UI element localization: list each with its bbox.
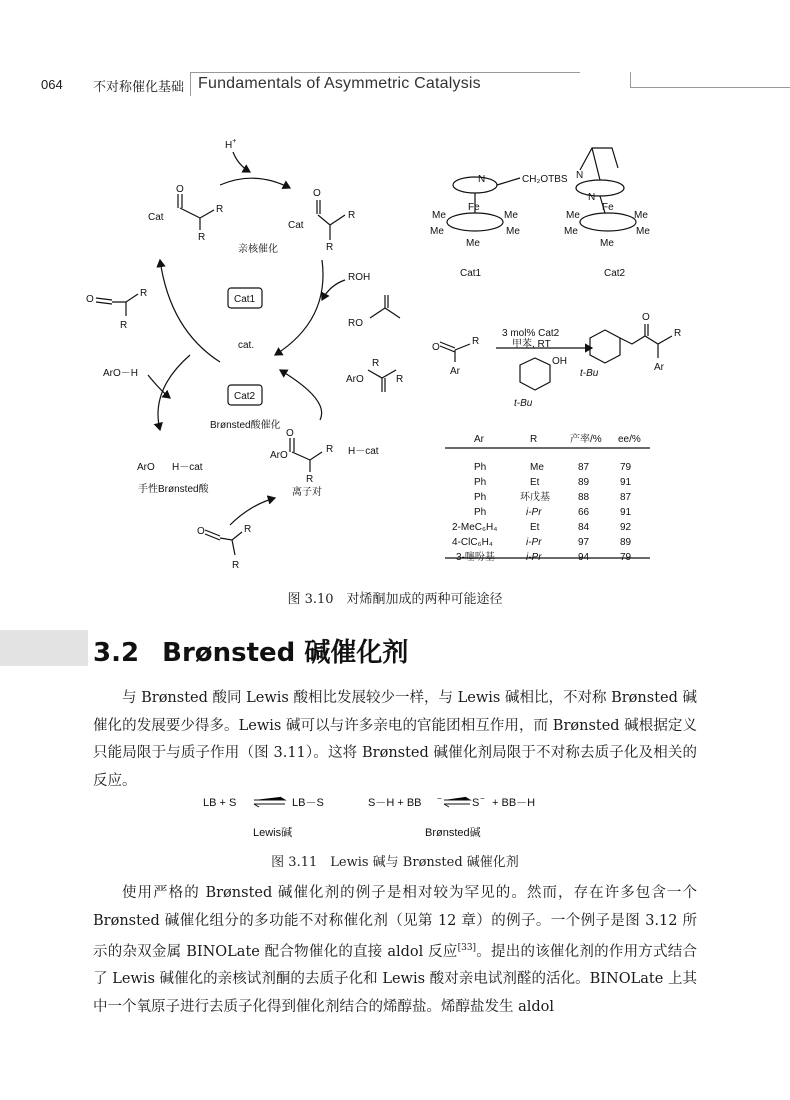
ester-rs-label: R: [372, 358, 380, 369]
cat2-me-2: Me: [634, 210, 648, 221]
cycle-arc-top: [220, 178, 290, 188]
roh-arrow: [322, 280, 345, 300]
figure-3-10-caption: 图 3.10 对烯酮加成的两种可能途径: [287, 592, 503, 607]
svg-text:92: 92: [620, 522, 632, 533]
svg-text:94: 94: [578, 552, 590, 563]
cat2-n-ring-label: N: [588, 192, 596, 203]
conditions-line2: 甲苯, RT: [512, 339, 551, 350]
section-title-text: Brønsted 碱催化剂: [162, 638, 409, 668]
roh-label: ROH: [348, 272, 371, 283]
aroh-label: ArO－H: [103, 368, 138, 379]
svg-text:89: 89: [578, 477, 590, 488]
cycle-arc-left-top: [160, 260, 220, 362]
bronsted-eq-right2: + BB－H: [492, 797, 536, 809]
bronsted-equilibrium-arrow: [444, 797, 470, 807]
lewis-equilibrium-arrow: [254, 797, 285, 807]
h-plus-arrow: [233, 152, 250, 172]
phenol-oh-label: OH: [552, 356, 567, 367]
svg-text:环戊基: 环戊基: [520, 492, 550, 503]
page-header: [0, 68, 790, 98]
chiral-bronsted-acid-label: 手性Brønsted酸: [138, 484, 209, 495]
cat2-me-1: Me: [566, 210, 580, 221]
h-cat-label: H－cat: [172, 462, 203, 473]
cycle-arc-left-bottom: [158, 355, 190, 430]
product-tbu-label: t-Bu: [580, 368, 599, 379]
section-title: [93, 632, 408, 669]
acyl-rl-label: R: [348, 210, 356, 221]
ester-rl-label: R: [396, 374, 404, 385]
svg-text:Et: Et: [530, 477, 540, 488]
lewis-eq-right: LB－S: [292, 797, 324, 809]
phenol-tbu-label: t-Bu: [514, 398, 533, 409]
enolate-o-label: O: [176, 184, 184, 195]
figure-3-11-caption: 图 3.11 Lewis 碱与 Brønsted 碱催化剂: [271, 855, 519, 870]
section-band: [0, 630, 88, 666]
h-plus-label: H+: [225, 138, 237, 151]
cat2-n-top-label: N: [576, 170, 584, 181]
svg-text:91: 91: [620, 507, 632, 518]
header-rule-right: [630, 87, 790, 88]
svg-text:2-MeC₆H₄: 2-MeC₆H₄: [452, 522, 498, 533]
paragraph-2-part-1: 使用严格的 Brønsted 碱催化剂的例子是相对较为罕见的。然而，存在许多包含一个 Brønsted 碱催化组分的多功能不对称催化剂（见第 12 章）的例子。一个例子是图 3.12 所示的杂双金属 BINOLate 配合物催化的直接 aldol 反应: [93, 885, 697, 960]
svg-text:i-Pr: i-Pr: [526, 537, 542, 548]
bottom-ketene-o-label: O: [197, 526, 205, 537]
cat1-n-label: N: [478, 174, 486, 185]
table-row: [474, 462, 632, 473]
reactant-o-label: O: [432, 342, 440, 353]
reactant-r-label: R: [472, 336, 480, 347]
results-table: [452, 432, 641, 563]
nucleophilic-label: 亲核催化: [238, 244, 278, 255]
cat1-box-label: Cat1: [234, 294, 256, 305]
svg-text:Ph: Ph: [474, 507, 487, 518]
table-row: [474, 490, 632, 503]
cat2-name-label: Cat2: [604, 268, 626, 279]
enolate-cat-label: Cat: [148, 212, 164, 223]
svg-text:87: 87: [578, 462, 590, 473]
svg-text:4-ClC₆H₄: 4-ClC₆H₄: [452, 537, 493, 548]
svg-text:89: 89: [620, 537, 632, 548]
svg-text:3-噻吩基: 3-噻吩基: [456, 552, 495, 563]
product-r-label: R: [674, 328, 682, 339]
aro-minus-label: ArO: [137, 462, 155, 473]
paragraph-2: [93, 880, 697, 1021]
svg-text:66: 66: [578, 507, 590, 518]
svg-text:i-Pr: i-Pr: [526, 552, 542, 563]
cat2-me-3: Me: [564, 226, 578, 237]
svg-text:91: 91: [620, 477, 632, 488]
ketene-o-label: O: [86, 294, 94, 305]
ion-pair-rs-label: R: [306, 474, 314, 485]
acyl-cat-label: Cat: [288, 220, 304, 231]
cat1-me-4: Me: [506, 226, 520, 237]
acyl-o-label: O: [313, 188, 321, 199]
bronsted-bb-charge: −: [437, 794, 442, 803]
cat2-me-5: Me: [600, 238, 614, 249]
ketene-rs-label: R: [120, 320, 128, 331]
svg-text:87: 87: [620, 492, 632, 503]
table-row: [474, 477, 632, 488]
page-number: 064: [41, 77, 63, 92]
ion-pair-o-label: O: [286, 428, 294, 439]
header-rule: [190, 72, 580, 73]
cycle-arc-right-bottom: [280, 370, 322, 420]
th-r: R: [530, 434, 538, 445]
acyl-rs-label: R: [326, 242, 334, 253]
figure-3-10: [0, 130, 790, 580]
table-row: [456, 550, 632, 563]
table-row: [452, 537, 632, 548]
enolate-rl-label: R: [216, 204, 224, 215]
cat1-me-5: Me: [466, 238, 480, 249]
cat2-box-label: Cat2: [234, 391, 256, 402]
svg-text:97: 97: [578, 537, 590, 548]
bronsted-eq-left: S－H + BB: [368, 797, 422, 809]
svg-text:Et: Et: [530, 522, 540, 533]
cycle-arc-right-top: [275, 260, 323, 355]
ion-pair-hcat-label: H－cat: [348, 446, 379, 457]
svg-text:Ph: Ph: [474, 477, 487, 488]
cat1-me-1: Me: [432, 210, 446, 221]
cat2-fe-label: Fe: [602, 202, 614, 213]
bronsted-eq-right: S: [472, 797, 480, 809]
th-ee: ee/%: [618, 434, 641, 445]
th-ar: Ar: [474, 434, 484, 445]
lewis-eq-left: LB + S: [203, 797, 237, 809]
th-yield: 产率/%: [570, 434, 602, 445]
svg-text:79: 79: [620, 552, 632, 563]
svg-text:i-Pr: i-Pr: [526, 507, 542, 518]
bottom-ketene-rs-label: R: [232, 560, 240, 571]
bronsted-acid-catalysis-label: Brønsted酸催化: [210, 420, 281, 431]
paragraph-1: 与 Brønsted 酸同 Lewis 酸相比发展较少一样，与 Lewis 碱相比，不对称 Brønsted 碱催化的发展要少得多。Lewis 碱可以与许多亲电的官能团相互作用，而 Brønsted 碱根据定义只能局限于与质子作用（图 3.11）。这将 Brønsted 碱催化剂局限于不对称去质子化及相关的反应。: [93, 690, 697, 789]
ion-pair-aro-label: ArO: [270, 450, 288, 461]
svg-text:88: 88: [578, 492, 590, 503]
ester-ro-label: RO: [348, 318, 363, 329]
bronsted-s-charge: −: [480, 794, 485, 803]
product-o-label: O: [642, 312, 650, 323]
paragraph-2-part-2: 。提出的该催化剂的作用方式结合了 Lewis 碱催化的亲核试剂酮的去质子化和 Lewis 酸对亲电试剂醛的活化。BINOLate 上其中一个氧原子进行去质子化得到催化剂结合的烯醇盐。烯醇盐发生 aldol: [93, 943, 697, 1015]
figure-3-11: [0, 790, 790, 850]
cat1-me-3: Me: [430, 226, 444, 237]
ester-aro-label: ArO: [346, 374, 364, 385]
lewis-base-label: Lewis碱: [253, 827, 293, 839]
ion-pair-rl-label: R: [326, 444, 334, 455]
book-title-en: Fundamentals of Asymmetric Catalysis: [198, 75, 481, 92]
cycle-arc-bottom: [230, 498, 275, 525]
cat-center-label: cat.: [238, 340, 255, 351]
enolate-rs-label: R: [198, 232, 206, 243]
product-ar-label: Ar: [654, 362, 664, 373]
cat1-ch2otbs-label: CH₂OTBS: [522, 174, 568, 185]
conditions-line1: 3 mol% Cat2: [502, 328, 560, 339]
ketene-rl-label: R: [140, 288, 148, 299]
book-title-cn: 不对称催化基础: [93, 80, 185, 95]
ion-pair-label: 离子对: [292, 487, 322, 498]
table-row: [474, 507, 632, 518]
header-rule-right-vertical: [630, 72, 631, 88]
section-number: 3.2: [93, 638, 140, 668]
aroh-arrow: [148, 375, 170, 398]
cat2-me-4: Me: [636, 226, 650, 237]
bronsted-base-label: Brønsted碱: [425, 827, 481, 839]
svg-text:79: 79: [620, 462, 632, 473]
svg-text:84: 84: [578, 522, 590, 533]
cat1-name-label: Cat1: [460, 268, 482, 279]
cat1-fe-label: Fe: [468, 202, 480, 213]
bottom-ketene-rl-label: R: [244, 524, 252, 535]
svg-text:Ph: Ph: [474, 462, 487, 473]
table-row: [452, 522, 632, 533]
reactant-ar-label: Ar: [450, 366, 460, 377]
svg-text:Me: Me: [530, 462, 544, 473]
header-divider: [190, 72, 191, 96]
cat1-me-2: Me: [504, 210, 518, 221]
reference-33: [33]: [457, 943, 477, 953]
svg-text:Ph: Ph: [474, 492, 487, 503]
